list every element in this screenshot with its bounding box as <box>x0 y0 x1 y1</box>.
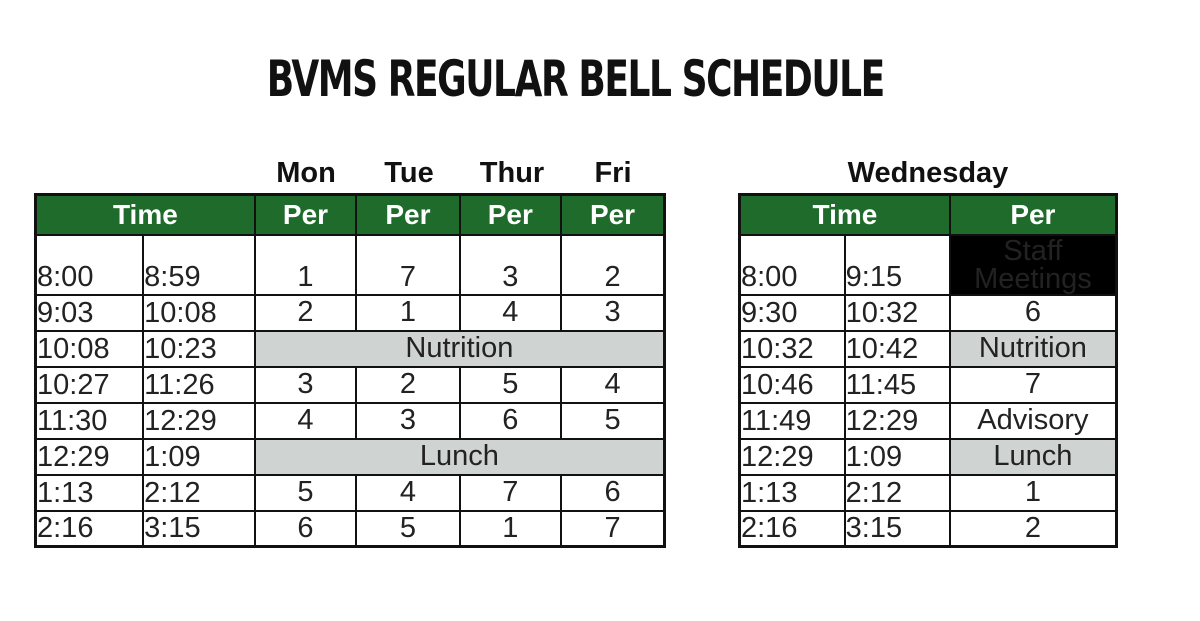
end-time: 1:09 <box>845 439 950 475</box>
header-time: Time <box>36 195 255 235</box>
start-time: 8:00 <box>36 235 144 295</box>
table-row <box>740 235 1117 295</box>
period-cell: 7 <box>561 511 664 547</box>
start-time: 11:49 <box>740 403 845 439</box>
start-time: 8:00 <box>740 235 845 295</box>
start-time: 1:13 <box>36 475 144 511</box>
period-cell: 3 <box>460 235 561 295</box>
nutrition-band: Nutrition <box>950 331 1117 367</box>
end-time: 1:09 <box>143 439 255 475</box>
end-time: 3:15 <box>845 511 950 547</box>
table-row <box>36 475 665 511</box>
table-row <box>36 511 665 547</box>
start-time: 9:03 <box>36 295 144 331</box>
period-cell: 7 <box>356 235 459 295</box>
end-time: 8:59 <box>143 235 255 295</box>
end-time: 12:29 <box>143 403 255 439</box>
period-cell: 7 <box>460 475 561 511</box>
table-row <box>740 295 1117 331</box>
start-time: 12:29 <box>36 439 144 475</box>
wednesday-header-row <box>740 195 1117 235</box>
end-time: 2:12 <box>845 475 950 511</box>
header-per-tue: Per <box>356 195 459 235</box>
table-row <box>740 439 1117 475</box>
table-row <box>740 331 1117 367</box>
end-time: 11:45 <box>845 367 950 403</box>
period-cell: 2 <box>561 235 664 295</box>
period-cell: 4 <box>255 403 356 439</box>
period-cell: 6 <box>255 511 356 547</box>
regular-day-labels <box>0 155 680 191</box>
period-cell: 2 <box>255 295 356 331</box>
table-row <box>36 295 665 331</box>
end-time: 12:29 <box>845 403 950 439</box>
period-cell: 6 <box>950 295 1117 331</box>
regular-schedule-table <box>34 193 666 548</box>
start-time: 10:27 <box>36 367 144 403</box>
header-time: Time <box>740 195 950 235</box>
table-row <box>36 367 665 403</box>
header-per-thur: Per <box>460 195 561 235</box>
staff-meetings-cell: Staff Meetings <box>950 235 1117 295</box>
day-label-mon: Mon <box>276 157 336 189</box>
start-time: 10:08 <box>36 331 144 367</box>
end-time: 9:15 <box>845 235 950 295</box>
page-title: BVMS REGULAR BELL SCHEDULE <box>266 50 884 108</box>
end-time: 3:15 <box>143 511 255 547</box>
table-row <box>740 511 1117 547</box>
start-time: 10:46 <box>740 367 845 403</box>
period-cell: 6 <box>460 403 561 439</box>
end-time: 10:42 <box>845 331 950 367</box>
period-cell: 3 <box>255 367 356 403</box>
period-cell: 1 <box>255 235 356 295</box>
period-cell: 5 <box>460 367 561 403</box>
start-time: 12:29 <box>740 439 845 475</box>
period-cell: 4 <box>460 295 561 331</box>
table-row <box>740 403 1117 439</box>
start-time: 2:16 <box>740 511 845 547</box>
wednesday-day-label <box>738 155 1118 191</box>
start-time: 11:30 <box>36 403 144 439</box>
start-time: 2:16 <box>36 511 144 547</box>
table-row <box>740 367 1117 403</box>
period-cell: 5 <box>561 403 664 439</box>
lunch-band: Lunch <box>255 439 665 475</box>
period-cell: 3 <box>356 403 459 439</box>
end-time: 10:23 <box>143 331 255 367</box>
period-cell: 6 <box>561 475 664 511</box>
day-label-tue: Tue <box>384 157 434 189</box>
day-label-wednesday: Wednesday <box>847 157 1009 189</box>
period-cell: 4 <box>561 367 664 403</box>
table-row <box>36 403 665 439</box>
period-cell: 5 <box>255 475 356 511</box>
period-cell: 7 <box>950 367 1117 403</box>
header-per-mon: Per <box>255 195 356 235</box>
nutrition-band: Nutrition <box>255 331 665 367</box>
header-per-fri: Per <box>561 195 664 235</box>
period-cell: 4 <box>356 475 459 511</box>
period-cell: 1 <box>460 511 561 547</box>
end-time: 10:32 <box>845 295 950 331</box>
start-time: 10:32 <box>740 331 845 367</box>
day-label-fri: Fri <box>594 157 632 189</box>
wednesday-schedule-table <box>738 193 1118 548</box>
regular-header-row <box>36 195 665 235</box>
period-cell: 1 <box>950 475 1117 511</box>
advisory-cell: Advisory <box>950 403 1117 439</box>
table-row <box>36 439 665 475</box>
day-label-thur: Thur <box>479 157 545 189</box>
period-cell: 3 <box>561 295 664 331</box>
period-cell: 5 <box>356 511 459 547</box>
end-time: 2:12 <box>143 475 255 511</box>
table-row <box>36 235 665 295</box>
table-row <box>36 331 665 367</box>
start-time: 1:13 <box>740 475 845 511</box>
end-time: 10:08 <box>143 295 255 331</box>
end-time: 11:26 <box>143 367 255 403</box>
header-per: Per <box>950 195 1117 235</box>
lunch-band: Lunch <box>950 439 1117 475</box>
table-row <box>740 475 1117 511</box>
period-cell: 1 <box>356 295 459 331</box>
period-cell: 2 <box>356 367 459 403</box>
start-time: 9:30 <box>740 295 845 331</box>
period-cell: 2 <box>950 511 1117 547</box>
